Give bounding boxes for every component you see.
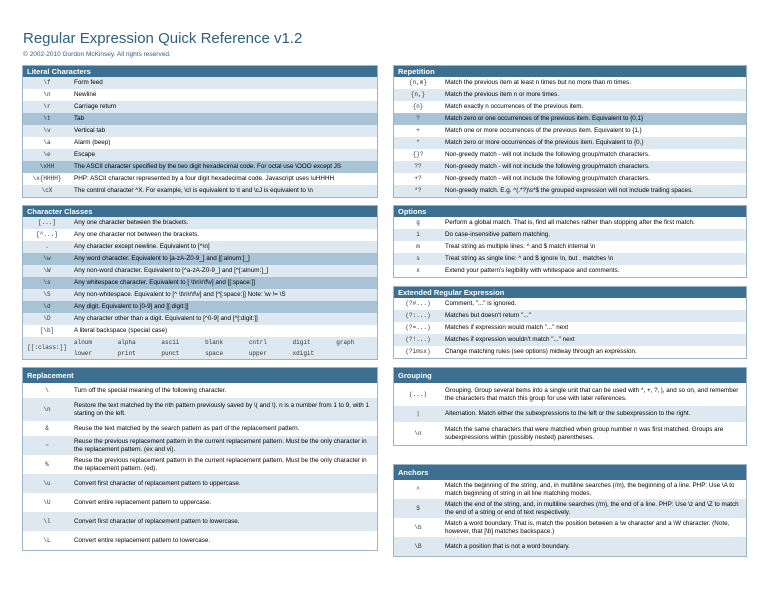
syntax-token: \l [23,512,71,531]
table-row [23,217,377,229]
syntax-token: | [394,406,442,422]
table-row [23,421,377,436]
table-row [23,277,377,289]
posix-class: punct [158,348,202,359]
table-row [394,89,746,101]
options-section [393,205,747,278]
syntax-description: Any character except newline. Equivalent to [^\n] [71,241,377,253]
syntax-description: Restore the text matched by the nth pattern previously saved by \( and \). n is a number from 1 to 9, with 1 starting on the left. [71,398,377,421]
syntax-description: Newline [71,89,377,101]
syntax-token: {}? [394,149,442,161]
table-row [23,313,377,325]
syntax-description: Match a position that is not a word boundary. [442,537,746,556]
table-row [394,518,746,537]
posix-class: alpha [115,337,159,348]
syntax-token: \W [23,265,71,277]
syntax-token: \v [23,125,71,137]
table-row [394,173,746,185]
syntax-token: \f [23,77,71,89]
syntax-description: Match the previous item n or more times. [442,89,746,101]
syntax-token: $ [394,499,442,518]
syntax-token: ~ [23,436,71,455]
table-row [394,406,746,422]
syntax-token: \e [23,149,71,161]
syntax-token: (...) [394,383,442,406]
syntax-description: Any character other than a digit. Equivalent to [^0-9] and [^[:digit:]] [71,313,377,325]
syntax-description: Convert entire replacement pattern to lowercase. [71,531,377,550]
syntax-token: {n,} [394,89,442,101]
page-title: Regular Expression Quick Reference v1.2 [23,30,303,47]
syntax-description: Any whitespace character. Equivalent to [ \t\n\r\f\v] and [[:space:]] [71,277,377,289]
syntax-description: Matches if expression would match "..." next [442,322,746,334]
syntax-description: A literal backspace (special case) [71,325,377,337]
table-row [394,422,746,445]
table-row [23,474,377,493]
syntax-description: Convert entire replacement pattern to uppercase. [71,493,377,512]
syntax-description: Any digit. Equivalent to [0-9] and [[:digit:]] [71,301,377,313]
table-row [23,512,377,531]
table-row [23,185,377,197]
syntax-token: \t [23,113,71,125]
table-row [23,125,377,137]
section-title: Character Classes [23,206,377,217]
syntax-token: {n} [394,101,442,113]
table-row [23,101,377,113]
syntax-token: \B [394,537,442,556]
literal-table [23,77,377,197]
syntax-description: Form feed [71,77,377,89]
syntax-description: Any word character. Equivalent to [a-zA-Z0-9_] and [[:alnum:]_] [71,253,377,265]
syntax-token: \w [23,253,71,265]
syntax-token: +? [394,173,442,185]
table-row [23,455,377,474]
section-title: Anchors [394,465,746,480]
section-title: Options [394,206,746,217]
syntax-description: Matches if expression wouldn't match "..." next [442,334,746,346]
syntax-token: (?imsx) [394,346,442,358]
table-row [394,113,746,125]
copyright-notice: © 2002-2010 Gordon McKinsey. All rights reserved. [23,51,171,58]
syntax-token: (?:...) [394,310,442,322]
syntax-description: Grouping. Group several items into a single unit that can be used with *, +, ?, |, and so on, and remember the characters that match this group for use with later references. [442,383,746,406]
syntax-token: g [394,217,442,229]
syntax-description: Match zero or one occurrences of the previous item. Equivalent to {0,1} [442,113,746,125]
table-row [23,173,377,185]
syntax-description: The ASCII character specified by the two digit hexadecimal code. For octal use \OOO except JS [71,161,377,173]
posix-class: upper [246,348,290,359]
table-row [394,334,746,346]
table-row [394,161,746,173]
table-row [394,217,746,229]
syntax-token: % [23,455,71,474]
table-row [394,383,746,406]
table-row [23,436,377,455]
syntax-token: . [23,241,71,253]
table-row [23,253,377,265]
table-row [394,265,746,277]
syntax-token: + [394,125,442,137]
syntax-token: ^ [394,480,442,499]
page-header [23,30,302,58]
syntax-token: \xHH [23,161,71,173]
syntax-token: *? [394,185,442,197]
syntax-description: Non-greedy match - will not include the following group/match characters. [442,173,746,185]
table-row [23,325,377,337]
table-row [394,241,746,253]
syntax-description: Match the same characters that were matched when group number n was first matched. Groups are subexpressions within (possibly nested) parentheses. [442,422,746,445]
syntax-description: Reuse the previous replacement pattern in the current replacement pattern. Must be the only character in the replacement pattern. (ed). [71,455,377,474]
syntax-token: i [394,229,442,241]
syntax-description: Alarm (beep) [71,137,377,149]
syntax-token: ?? [394,161,442,173]
table-row [394,229,746,241]
grouping-table [394,383,746,445]
syntax-description: PHP: ASCII character represented by a four digit hexadecimal code. Javascript uses \uHHHH [71,173,377,185]
syntax-token: \s [23,277,71,289]
syntax-description: Non-greedy match - will not include the following group/match characters. [442,161,746,173]
syntax-token: m [394,241,442,253]
syntax-description: Match one or more occurrences of the previous item. Equivalent to {1,} [442,125,746,137]
table-row [394,298,746,310]
character-classes-section [22,205,378,360]
section-title: Grouping [394,368,746,383]
syntax-description: Comment, "..." is ignored. [442,298,746,310]
syntax-description: Reuse the text matched by the search pattern as part of the replacement pattern. [71,421,377,436]
syntax-token: s [394,253,442,265]
syntax-token: \u [23,474,71,493]
syntax-description: Match the end of the string, and, in multiline searches (/m), the end of a line. PHP: Use \z and \Z to match the end of a string or end of text respectively. [442,499,746,518]
syntax-token: \n [23,89,71,101]
syntax-token: \ [23,383,71,398]
syntax-token: & [23,421,71,436]
table-row [23,289,377,301]
posix-class: lower [71,348,115,359]
syntax-description: Escape [71,149,377,161]
syntax-token: \D [23,313,71,325]
syntax-token: \n [394,422,442,445]
posix-classes-table [23,337,377,359]
table-row [23,398,377,421]
syntax-description: Non-greedy match - will not include the following group/match characters. [442,149,746,161]
syntax-token: \S [23,289,71,301]
syntax-token: \cX [23,185,71,197]
syntax-description: The control character ^X. For example, \cI is equivalent to \t and \cJ is equivalent to \n [71,185,377,197]
table-row [394,346,746,358]
syntax-description: Match the previous item at least n times but no more than m times. [442,77,746,89]
syntax-description: Alternation. Match either the subexpressions to the left or the subexpression to the right. [442,406,746,422]
table-row [394,101,746,113]
posix-class: digit [290,337,334,348]
syntax-description: Match zero or more occurrences of the previous item. Equivalent to {0,} [442,137,746,149]
classes-table [23,217,377,337]
table-row [394,77,746,89]
table-row [23,531,377,550]
syntax-description: Perform a global match. That is, find all matches rather than stopping after the first match. [442,217,746,229]
syntax-description: Turn off the special meaning of the following character. [71,383,377,398]
syntax-description: Convert first character of replacement pattern to lowercase. [71,512,377,531]
table-row [394,185,746,197]
replacement-table [23,383,377,550]
syntax-token: \a [23,137,71,149]
table-row [23,89,377,101]
table-row [394,137,746,149]
table-row [394,253,746,265]
syntax-description: Treat string as multiple lines: ^ and $ match internal \n [442,241,746,253]
syntax-token: \U [23,493,71,512]
posix-class: graph [333,337,377,348]
syntax-token: \L [23,531,71,550]
table-row [23,229,377,241]
section-title: Extended Regular Expression [394,287,746,298]
repetition-section [393,65,747,198]
syntax-token: (?=...) [394,322,442,334]
table-row [23,149,377,161]
table-row [23,137,377,149]
syntax-description: Vertical tab [71,125,377,137]
anchors-section [393,464,747,557]
repetition-table [394,77,746,197]
syntax-token: [\b] [23,325,71,337]
extended-table [394,298,746,358]
syntax-description: Any non-word character. Equivalent to [^a-zA-Z0-9_] and [^[:alnum:]_] [71,265,377,277]
table-row [394,480,746,499]
table-row [23,265,377,277]
extended-regex-section [393,286,747,359]
syntax-token: [...] [23,217,71,229]
syntax-description: Non-greedy match. E.g. ^(.*?)\s*$ the grouped expression will not include trailing spaces. [442,185,746,197]
section-title: Replacement [23,368,377,383]
table-row [23,77,377,89]
posix-class: cntrl [246,337,290,348]
table-row [394,149,746,161]
syntax-token: \d [23,301,71,313]
posix-class: alnum [71,337,115,348]
syntax-description: Any one character between the brackets. [71,217,377,229]
anchors-table [394,480,746,556]
syntax-description: Matches but doesn't return "..." [442,310,746,322]
grouping-section [393,367,747,446]
syntax-token: x [394,265,442,277]
table-row [23,301,377,313]
table-row [394,499,746,518]
syntax-token: ? [394,113,442,125]
table-row [23,161,377,173]
syntax-description: Any non-whitespace. Equivalent to [^ \t\n\r\f\v] and [^[:space:]] Note: \w != \S [71,289,377,301]
replacement-section [22,367,378,551]
syntax-token: {n,m} [394,77,442,89]
posix-class: blank [202,337,246,348]
syntax-description: Carriage return [71,101,377,113]
syntax-description: Convert first character of replacement pattern to uppercase. [71,474,377,493]
syntax-token: \r [23,101,71,113]
syntax-description: Treat string as single line: ^ and $ ignore \n, but . matches \n [442,253,746,265]
syntax-description: Do case-insensitive pattern matching. [442,229,746,241]
table-row [23,383,377,398]
posix-label: [[:class:]] [23,337,71,359]
section-title: Literal Characters [23,66,377,77]
table-row [394,310,746,322]
table-row [394,322,746,334]
table-row [394,125,746,137]
literal-characters-section [22,65,378,198]
posix-class: ascii [158,337,202,348]
posix-row [23,337,377,348]
syntax-description: Tab [71,113,377,125]
section-title: Repetition [394,66,746,77]
options-table [394,217,746,277]
table-row [394,537,746,556]
posix-class: xdigit [290,348,334,359]
posix-class: space [202,348,246,359]
posix-class: print [115,348,159,359]
syntax-token: * [394,137,442,149]
syntax-token: (?#...) [394,298,442,310]
syntax-token: \x{HHHH} [23,173,71,185]
syntax-description: Extend your pattern's legibility with whitespace and comments. [442,265,746,277]
syntax-token: [^...] [23,229,71,241]
syntax-token: \n [23,398,71,421]
syntax-description: Match a word boundary. That is, match the position between a \w character and a \W character. (Note, however, that [\b] matches backspace.) [442,518,746,537]
syntax-description: Match exactly n occurrences of the previous item. [442,101,746,113]
syntax-description: Any one character not between the brackets. [71,229,377,241]
syntax-token: \b [394,518,442,537]
posix-class [333,348,377,359]
syntax-description: Change matching rules (see options) midway through an expression. [442,346,746,358]
table-row [23,493,377,512]
syntax-description: Match the beginning of the string, and, in multiline searches (/m), the beginning of a line. PHP: Use \A to match beginning of string in all line matching modes. [442,480,746,499]
posix-row [23,348,377,359]
syntax-token: (?!...) [394,334,442,346]
table-row [23,113,377,125]
table-row [23,241,377,253]
syntax-description: Reuse the previous replacement pattern in the current replacement pattern. Must be the only character in the replacement pattern. (ex and vi). [71,436,377,455]
